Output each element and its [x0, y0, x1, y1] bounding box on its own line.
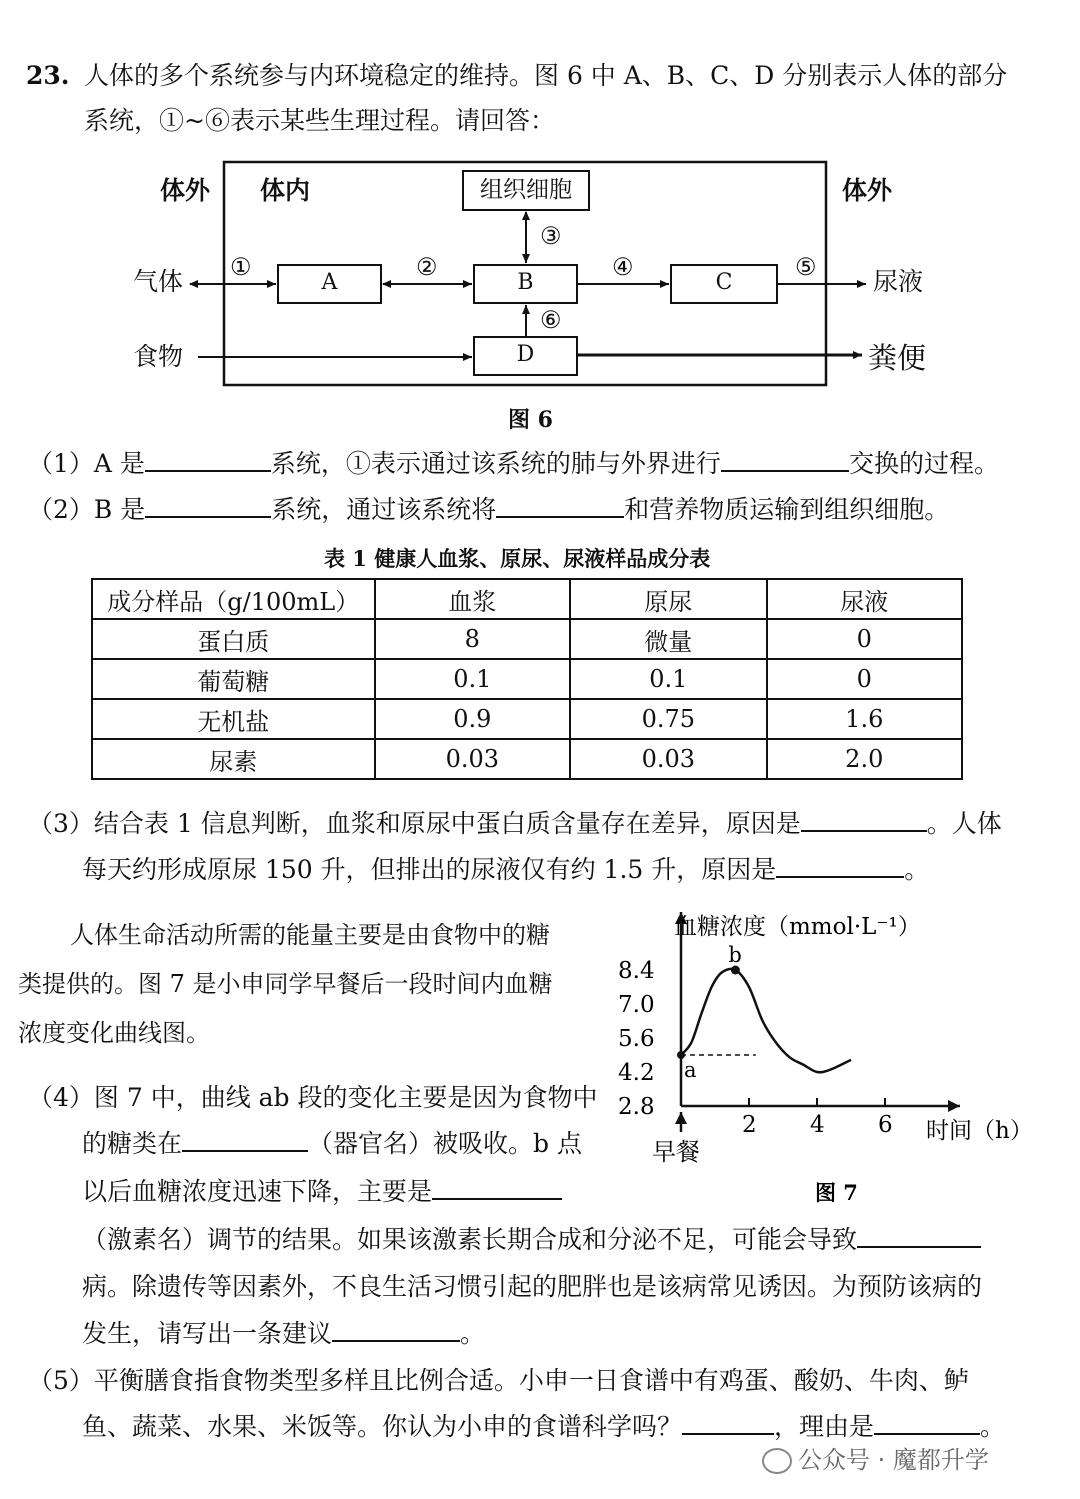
x-tick-label: 4: [810, 1112, 825, 1138]
q4-text-6a: 发生，请写出一条建议: [82, 1319, 333, 1348]
y-tick-label: 7.0: [618, 992, 655, 1018]
table-cell: 无机盐: [92, 699, 375, 739]
q4-text-4: （激素名）调节的结果。如果该激素长期合成和分泌不足，可能会导致: [82, 1225, 858, 1254]
q4-line6: [82, 1318, 485, 1351]
table-header-cell: 原尿: [570, 579, 766, 619]
q2-blank-1[interactable]: [145, 494, 271, 518]
table-row: [92, 739, 962, 779]
q4-text-2a: 的糖类在: [82, 1129, 183, 1158]
table-header-row: [92, 579, 962, 619]
urine-label: 尿液: [873, 267, 924, 296]
y-tick-label: 8.4: [618, 958, 655, 984]
box-b-label: B: [517, 270, 534, 295]
table-row: [92, 619, 962, 659]
table-cell: 微量: [570, 619, 766, 659]
box-d-label: D: [516, 342, 535, 367]
q3-text-1-end: 。人体: [926, 809, 1002, 838]
process-1: ①: [230, 253, 252, 281]
q4-blank-advice[interactable]: [332, 1318, 460, 1342]
table-cell: 0.1: [375, 659, 571, 699]
feces-label: 粪便: [868, 341, 927, 375]
table-header-cell: 成分样品（g/100mL）: [92, 579, 375, 619]
inside-label: 体内: [260, 176, 311, 205]
q4-blank-organ[interactable]: [182, 1128, 308, 1152]
passage-line3: 浓度变化曲线图。: [18, 1019, 210, 1047]
q1-blank-2[interactable]: [721, 448, 849, 472]
q4-line4: [82, 1224, 981, 1257]
question-intro-line2: 系统，①~⑥表示某些生理过程。请回答：: [84, 106, 555, 135]
table-cell: 尿素: [92, 739, 375, 779]
q3-blank-2[interactable]: [776, 854, 904, 878]
q4-text-2b: （器官名）被吸收。b 点: [308, 1129, 582, 1158]
q1-blank-1[interactable]: [145, 448, 271, 472]
x-tick-label: 6: [878, 1112, 893, 1138]
q1-label: （1）A 是: [28, 449, 145, 478]
watermark: [762, 1440, 989, 1475]
food-label: 食物: [133, 342, 184, 371]
box-c-label: C: [715, 270, 733, 295]
q5-text-2c: 。: [980, 1412, 1006, 1441]
q2-mid: 系统，通过该系统将: [271, 495, 497, 524]
watermark-text: 公众号 · 魔都升学: [798, 1446, 989, 1474]
table-cell: 2.0: [767, 739, 962, 779]
table-cell: 0.03: [375, 739, 571, 779]
figure-6-caption: 图 6: [508, 407, 553, 433]
q2-line: [28, 494, 949, 527]
passage-line1: 人体生命活动所需的能量主要是由食物中的糖: [70, 921, 550, 949]
question-intro-line1: 人体的多个系统参与内环境稳定的维持。图 6 中 A、B、C、D 分别表示人体的部分: [84, 61, 1008, 90]
x-axis-label: 时间（h）: [926, 1118, 1033, 1144]
table-row: [92, 699, 962, 739]
q4-line2: [82, 1128, 582, 1161]
q1-mid: 系统，①表示通过该系统的肺与外界进行: [270, 449, 721, 478]
outside-left-label: 体外: [160, 176, 211, 205]
table-cell: 0.1: [570, 659, 766, 699]
gas-label: 气体: [133, 267, 184, 296]
breakfast-label: 早餐: [652, 1138, 700, 1166]
q5-blank-2[interactable]: [874, 1411, 980, 1435]
y-tick-label: 5.6: [618, 1026, 655, 1052]
y-tick-label: 2.8: [618, 1094, 655, 1120]
figure-7-caption: 图 7: [815, 1180, 858, 1205]
figure-7-chart: [600, 900, 1070, 1210]
q2-blank-2[interactable]: [496, 494, 624, 518]
table-cell: 0: [767, 619, 962, 659]
box-a-label: A: [321, 270, 338, 295]
q4-line5: 病。除遗传等因素外，不良生活习惯引起的肥胖也是该病常见诱因。为预防该病的: [82, 1272, 983, 1301]
process-2: ②: [416, 253, 438, 281]
table-1-title: 表 1 健康人血浆、原尿、尿液样品成分表: [324, 546, 711, 571]
table-header-cell: 尿液: [767, 579, 962, 619]
q4-text-3: 以后血糖浓度迅速下降，主要是: [82, 1177, 433, 1206]
table-1: [91, 578, 963, 780]
point-b-label: b: [728, 943, 742, 967]
q3-line2: [82, 854, 929, 887]
q5-text-2a: 鱼、蔬菜、水果、米饭等。你认为小申的食谱科学吗？: [82, 1412, 683, 1441]
table-cell: 8: [375, 619, 571, 659]
process-3: ③: [540, 222, 562, 250]
table-cell: 葡萄糖: [92, 659, 375, 699]
process-5: ⑤: [795, 253, 817, 281]
q1-line: [28, 448, 999, 481]
q4-line3: [82, 1176, 562, 1209]
q4-text-6b: 。: [460, 1319, 486, 1348]
table-cell: 0: [767, 659, 962, 699]
outside-right-label: 体外: [842, 176, 893, 205]
q4-blank-hormone[interactable]: [432, 1176, 562, 1200]
table-row: [92, 659, 962, 699]
blood-sugar-curve: [681, 969, 851, 1072]
q5-line2: [82, 1411, 1005, 1444]
table-cell: 1.6: [767, 699, 962, 739]
table-cell: 0.9: [375, 699, 571, 739]
process-4: ④: [612, 253, 634, 281]
tissue-cells-label: 组织细胞: [480, 177, 572, 203]
q2-end: 和营养物质运输到组织细胞。: [624, 495, 950, 524]
table-header-cell: 血浆: [375, 579, 571, 619]
wechat-icon: [762, 1448, 792, 1474]
table-cell: 蛋白质: [92, 619, 375, 659]
q2-label: （2）B 是: [28, 495, 146, 524]
question-number: 23.: [26, 61, 70, 90]
x-tick-label: 2: [742, 1112, 757, 1138]
q5-blank-1[interactable]: [682, 1411, 774, 1435]
q3-blank-1[interactable]: [801, 808, 927, 832]
q5-line1: （5）平衡膳食指食物类型多样且比例合适。小申一日食谱中有鸡蛋、酸奶、牛肉、鲈: [28, 1366, 969, 1395]
q3-line1: [28, 808, 1002, 841]
process-6: ⑥: [540, 306, 562, 334]
point-a-label: a: [684, 1058, 697, 1082]
y-axis-label: 血糖浓度（mmol·L⁻¹）: [674, 914, 921, 940]
q4-blank-disease[interactable]: [857, 1224, 981, 1248]
y-tick-label: 4.2: [618, 1060, 655, 1086]
q4-line1: （4）图 7 中，曲线 ab 段的变化主要是因为食物中: [28, 1083, 598, 1112]
q3-text-1: （3）结合表 1 信息判断，血浆和原尿中蛋白质含量存在差异，原因是: [28, 809, 801, 838]
passage-line2: 类提供的。图 7 是小申同学早餐后一段时间内血糖: [18, 970, 553, 998]
table-cell: 0.03: [570, 739, 766, 779]
q5-text-2b: ，理由是: [774, 1412, 875, 1441]
q1-end: 交换的过程。: [848, 449, 999, 478]
q3-text-2-end: 。: [904, 855, 930, 884]
q3-text-2: 每天约形成原尿 150 升，但排出的尿液仅有约 1.5 升，原因是: [82, 855, 777, 884]
table-cell: 0.75: [570, 699, 766, 739]
